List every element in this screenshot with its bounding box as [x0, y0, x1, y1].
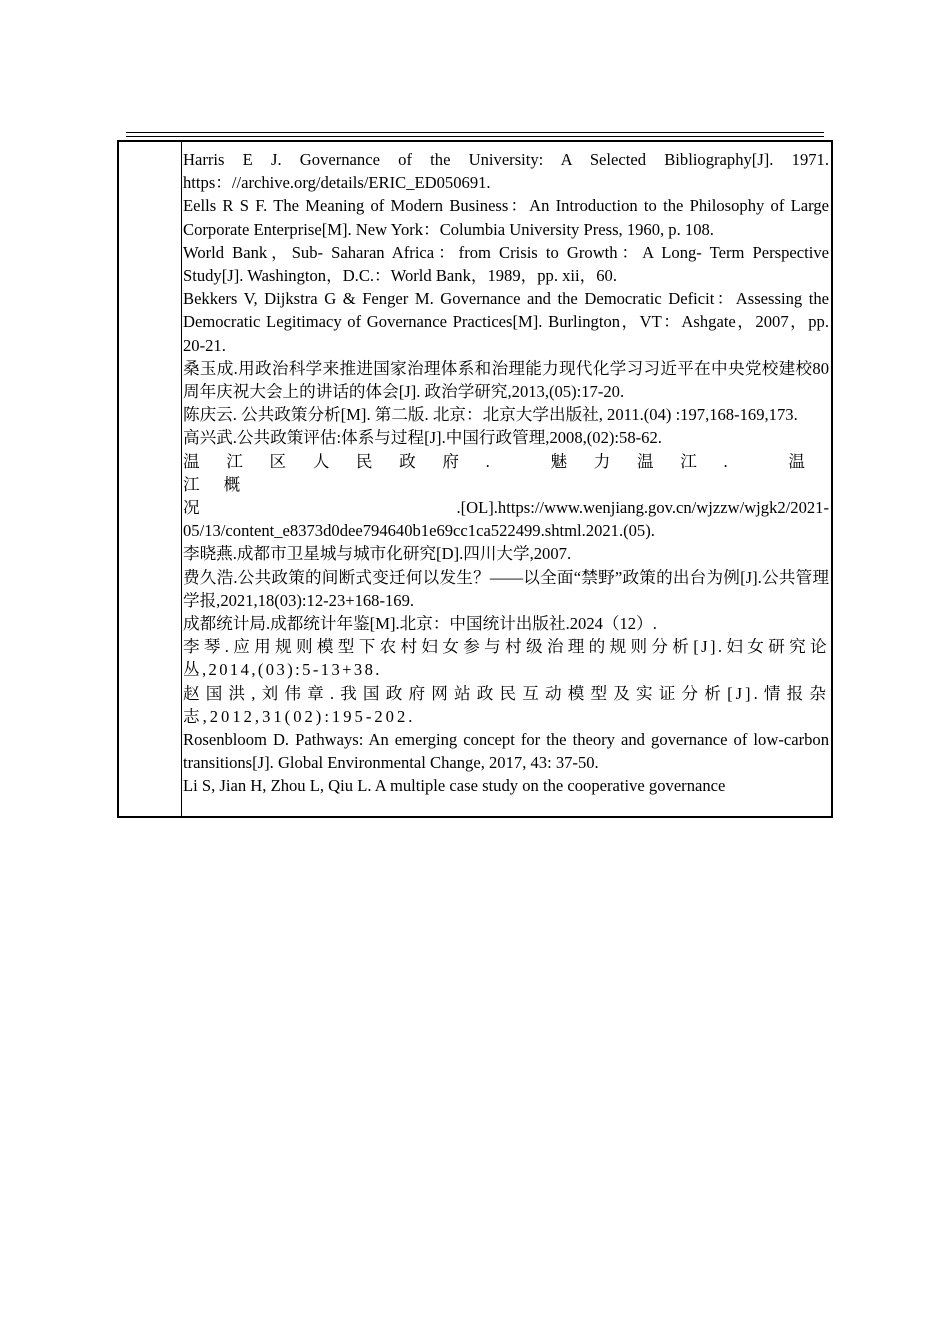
reference-item: Li S, Jian H, Zhou L, Qiu L. A multiple case study on the cooperative governance — [183, 776, 726, 796]
reference-item — [183, 450, 829, 543]
reference-item: 赵国洪,刘伟章.我国政府网站政民互动模型及实证分析[J].情报杂志,2012,31(02):195-202. — [183, 683, 829, 726]
references-list — [183, 148, 829, 816]
top-rule — [126, 132, 824, 133]
reference-item: 李琴.应用规则模型下农村妇女参与村级治理的规则分析[J].妇女研究论丛,2014,(03):5-13+38. — [183, 637, 829, 680]
reference-item: 高兴武.公共政策评估:体系与过程[J].中国行政管理,2008,(02):58-62. — [183, 428, 662, 448]
reference-item: 桑玉成.用政治科学来推进国家治理体系和治理能力现代化学习习近平在中央党校建校80周年庆祝大会上的讲话的体会[J]. 政治学研究,2013,(05):17-20. — [183, 358, 829, 402]
references-table — [117, 140, 833, 818]
reference-item: Eells R S F. The Meaning of Modern Business：An Introduction to the Philosophy of Large Corporate Enterprise[M]. New York：Columbia University Press, 1960, p. 108. — [183, 196, 829, 239]
top-rule-secondary — [126, 136, 824, 137]
reference-item: Harris E J. Governance of the University: A Selected Bibliography[J]. 1971. https：//archive.org/details/ERIC_ED050691. — [183, 150, 829, 193]
reference-item: 成都统计局.成都统计年鉴[M].北京：中国统计出版社.2024（12）. — [183, 614, 657, 634]
reference-item: 李晓燕.成都市卫星城与城市化研究[D].四川大学,2007. — [183, 544, 572, 564]
reference-item-head: 温江区人民政府. 魅力温江. 温江概 — [183, 451, 829, 494]
reference-item: 陈庆云. 公共政策分析[M]. 第二版. 北京：北京大学出版社, 2011.(04) :197,168-169,173. — [183, 405, 798, 425]
table-label-column — [119, 142, 182, 816]
reference-item: Bekkers V, Dijkstra G & Fenger M. Governance and the Democratic Deficit：Assessing the Democratic Legitimacy of Governance Practices[M]. Burlington，VT：Ashgate，2007，pp. 20-21. — [183, 289, 829, 355]
reference-item: Rosenbloom D. Pathways: An emerging concept for the theory and governance of low-carbon transitions[J]. Global Environmental Change, 2017, 43: 37-50. — [183, 730, 829, 773]
reference-item-tail: 况.[OL].https://www.wenjiang.gov.cn/wjzzw/wjgk2/2021-05/13/content_e8373d0dee794640b1e69cc1ca522499.shtml.2021.(05). — [183, 498, 829, 541]
reference-item: 费久浩.公共政策的间断式变迁何以发生？——以全面“禁野”政策的出台为例[J].公共管理学报,2021,18(03):12-23+168-169. — [183, 567, 829, 610]
reference-item: World Bank，Sub- Saharan Africa：from Crisis to Growth：A Long- Term Perspective Study[J]. Washington，D.C.：World Bank，1989，pp. xii，60. — [183, 242, 829, 286]
